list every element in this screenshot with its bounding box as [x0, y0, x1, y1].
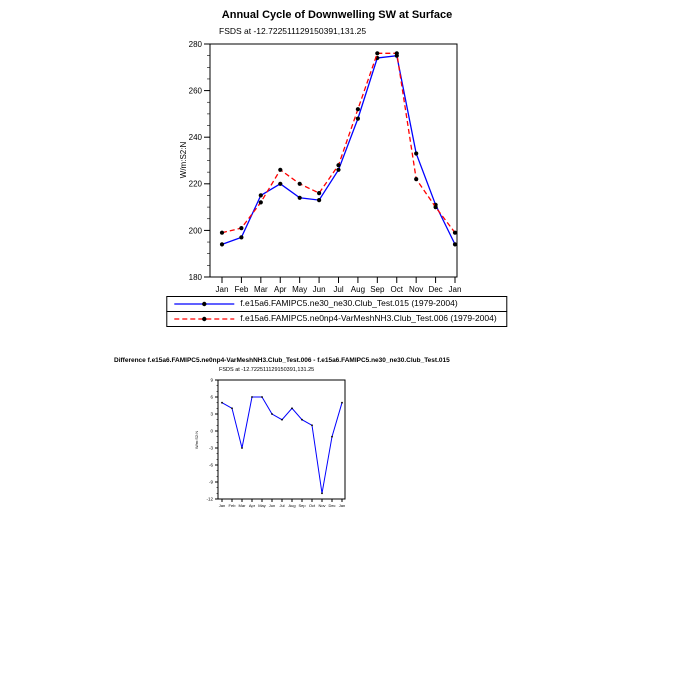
- top-chart-plot-area: [189, 40, 462, 294]
- svg-text:220: 220: [188, 179, 202, 189]
- svg-text:Apr: Apr: [248, 503, 256, 508]
- legend-entry-test006: [166, 311, 507, 327]
- svg-text:Jan: Jan: [218, 503, 226, 508]
- svg-text:9: 9: [210, 377, 213, 383]
- svg-text:Jun: Jun: [312, 285, 326, 294]
- difference-chart: [0, 352, 675, 522]
- svg-text:Sep: Sep: [298, 503, 306, 508]
- diff-chart-plot-area: [206, 378, 345, 508]
- svg-text:Oct: Oct: [308, 503, 316, 508]
- top-chart-subtitle: FSDS at -12.722511129150391,131.25: [219, 26, 367, 36]
- svg-text:200: 200: [188, 226, 202, 236]
- svg-text:240: 240: [188, 133, 202, 143]
- diff-chart-subtitle: FSDS at -12.722511129150391,131.25: [219, 367, 315, 373]
- top-chart-ylabel: W/m:S2:N: [179, 141, 188, 179]
- svg-text:May: May: [292, 285, 308, 294]
- svg-text:Mar: Mar: [238, 503, 246, 508]
- legend-line-solid-icon: [173, 299, 235, 309]
- annual-cycle-chart: [0, 0, 675, 296]
- svg-text:Apr: Apr: [274, 285, 287, 294]
- svg-text:Oct: Oct: [390, 285, 403, 294]
- svg-text:-9: -9: [208, 479, 213, 485]
- svg-text:3: 3: [210, 411, 213, 417]
- svg-text:Jul: Jul: [333, 285, 344, 294]
- svg-text:-12: -12: [206, 496, 213, 502]
- svg-text:180: 180: [188, 272, 202, 282]
- svg-text:Dec: Dec: [328, 503, 336, 508]
- svg-text:280: 280: [188, 39, 202, 49]
- diff-chart-title: Difference f.e15a6.FAMIPC5.ne0np4-VarMeshNH3.Club_Test.006 - f.e15a6.FAMIPC5.ne30_ne30.Club_Test.015: [114, 357, 450, 364]
- svg-text:Dec: Dec: [428, 285, 443, 294]
- svg-text:Feb: Feb: [234, 285, 249, 294]
- svg-text:-3: -3: [208, 445, 213, 451]
- svg-text:6: 6: [210, 394, 213, 400]
- legend-line-dashed-icon: [173, 314, 235, 324]
- svg-text:0: 0: [210, 428, 213, 434]
- svg-text:Mar: Mar: [253, 285, 268, 294]
- svg-text:Jun: Jun: [268, 503, 276, 508]
- diff-chart-ylabel: W/m:S2:N: [194, 430, 199, 450]
- legend-entry-test015: [166, 296, 507, 312]
- svg-text:Nov: Nov: [318, 503, 326, 508]
- svg-text:Aug: Aug: [350, 285, 366, 294]
- svg-text:Aug: Aug: [288, 503, 296, 508]
- legend-label-test006: f.e15a6.FAMIPC5.ne0np4-VarMeshNH3.Club_Test.006 (1979-2004): [240, 313, 497, 324]
- top-chart-title: Annual Cycle of Downwelling SW at Surface: [221, 9, 453, 21]
- svg-text:May: May: [258, 503, 266, 508]
- svg-text:Jan: Jan: [448, 285, 462, 294]
- svg-text:Nov: Nov: [409, 285, 424, 294]
- legend-label-test015: f.e15a6.FAMIPC5.ne30_ne30.Club_Test.015 (1979-2004): [240, 298, 458, 309]
- legend: [166, 296, 507, 327]
- svg-text:Jan: Jan: [338, 503, 346, 508]
- svg-text:260: 260: [188, 86, 202, 96]
- svg-text:Jul: Jul: [279, 503, 285, 508]
- svg-text:Jan: Jan: [215, 285, 229, 294]
- svg-text:-6: -6: [208, 462, 213, 468]
- svg-text:Sep: Sep: [370, 285, 385, 294]
- svg-text:Feb: Feb: [228, 503, 236, 508]
